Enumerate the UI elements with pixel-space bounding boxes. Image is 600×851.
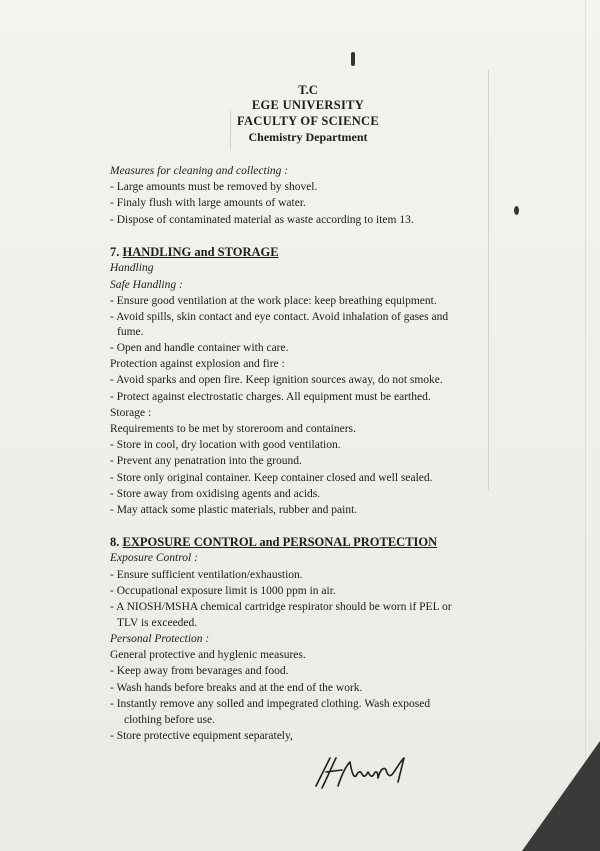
safe-handling-heading: Safe Handling : [110, 279, 183, 291]
handling-subheading: Handling [110, 262, 154, 274]
storage-item: - Store in cool, dry location with good ventilation. [110, 439, 341, 451]
storage-item: - May attack some plastic materials, rubber and paint. [110, 504, 358, 516]
section-8-number: 8. [110, 535, 120, 549]
exposure-item: - A NIOSH/MSHA chemical cartridge respirator should be worn if PEL or [110, 601, 452, 613]
cleaning-item: - Finaly flush with large amounts of water. [110, 197, 306, 209]
safe-handling-item: fume. [117, 326, 144, 338]
storage-intro: Requirements to be met by storeroom and containers. [110, 423, 356, 435]
section-8-heading [110, 535, 437, 549]
section-8-title: EXPOSURE CONTROL and PERSONAL PROTECTION [122, 535, 438, 549]
storage-heading: Storage : [110, 407, 152, 419]
storage-item: - Store away from oxidising agents and acids. [110, 488, 321, 500]
header-department: Chemistry Department [248, 130, 368, 144]
exposure-item: - Occupational exposure limit is 1000 ppm in air. [110, 585, 336, 597]
personal-item: - Wash hands before breaks and at the end of the work. [110, 682, 363, 694]
protection-item: - Avoid sparks and open fire. Keep ignition sources away, do not smoke. [110, 374, 443, 386]
cleaning-item: - Dispose of contaminated material as waste according to item 13. [110, 214, 414, 226]
storage-item: - Prevent any penatration into the ground. [110, 455, 302, 467]
protection-item: - Protect against electrostatic charges. All equipment must be earthed. [110, 391, 431, 403]
personal-item: clothing before use. [124, 714, 216, 726]
section-7-heading [110, 245, 279, 259]
scan-speck [351, 52, 355, 66]
personal-item: - Keep away from bevarages and food. [110, 665, 289, 677]
scan-speck [514, 206, 519, 215]
scan-corner-shadow [522, 741, 600, 851]
personal-protection-intro: General protective and hyglenic measures. [110, 649, 306, 661]
personal-item: - Instantly remove any solled and impegrated clothing. Wash exposed [110, 698, 431, 710]
personal-item: - Store protective equipment separately, [110, 730, 293, 742]
header-university: EGE UNIVERSITY [251, 98, 365, 112]
section-7-number: 7. [110, 245, 120, 259]
safe-handling-item: - Ensure good ventilation at the work place: keep breathing equipment. [110, 295, 437, 307]
safe-handling-item: - Open and handle container with care. [110, 342, 289, 354]
section-7-title: HANDLING and STORAGE [122, 245, 279, 259]
exposure-control-heading: Exposure Control : [110, 552, 198, 564]
exposure-item: TLV is exceeded. [117, 617, 198, 629]
protection-heading: Protection against explosion and fire : [110, 358, 285, 370]
storage-item: - Store only original container. Keep container closed and well sealed. [110, 472, 433, 484]
header-faculty: FACULTY OF SCIENCE [237, 114, 379, 128]
handwritten-signature [312, 752, 422, 794]
personal-protection-heading: Personal Protection : [110, 633, 210, 645]
safe-handling-item: - Avoid spills, skin contact and eye contact. Avoid inhalation of gases and [110, 311, 449, 323]
exposure-item: - Ensure sufficient ventilation/exhaustion. [110, 569, 303, 581]
cleaning-item: - Large amounts must be removed by shovel. [110, 181, 318, 193]
cleaning-heading: Measures for cleaning and collecting : [110, 165, 289, 177]
header-line-tc: T.C [298, 83, 318, 97]
